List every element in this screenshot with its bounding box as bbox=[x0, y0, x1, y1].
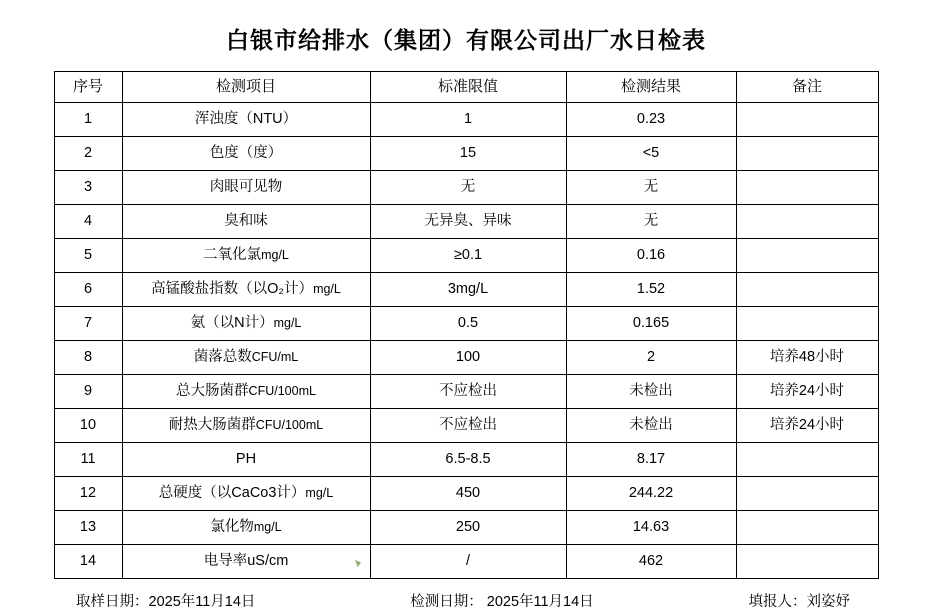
testing-date-label: 检测日期： bbox=[410, 594, 483, 610]
cell-limit: 3mg/L bbox=[370, 273, 566, 307]
cell-item bbox=[122, 307, 370, 341]
table-row bbox=[54, 409, 878, 443]
cell-item bbox=[122, 137, 370, 171]
cell-note bbox=[736, 477, 878, 511]
cell-limit: 100 bbox=[370, 341, 566, 375]
cell-item bbox=[122, 477, 370, 511]
table-row bbox=[54, 205, 878, 239]
cell-note bbox=[736, 545, 878, 579]
cell-item bbox=[122, 103, 370, 137]
table-row bbox=[54, 443, 878, 477]
cell-limit: 250 bbox=[370, 511, 566, 545]
inspection-table bbox=[54, 71, 879, 579]
table-row bbox=[54, 307, 878, 341]
cell-result: 8.17 bbox=[566, 443, 736, 477]
cell-note bbox=[736, 171, 878, 205]
item-name: PH bbox=[235, 451, 257, 468]
cell-note bbox=[736, 443, 878, 477]
cell-no: 4 bbox=[54, 205, 122, 239]
table-row bbox=[54, 545, 878, 579]
column-header-item: 检测项目 bbox=[122, 72, 370, 103]
cell-no: 3 bbox=[54, 171, 122, 205]
cell-result: 14.63 bbox=[566, 511, 736, 545]
item-unit: mg/L bbox=[305, 486, 334, 501]
cell-no: 5 bbox=[54, 239, 122, 273]
table-row bbox=[54, 103, 878, 137]
cell-result: 0.23 bbox=[566, 103, 736, 137]
cell-note: 培养24小时 bbox=[736, 375, 878, 409]
reporter-group bbox=[749, 590, 851, 611]
cell-limit: / bbox=[370, 545, 566, 579]
column-header-result: 检测结果 bbox=[566, 72, 736, 103]
cell-item bbox=[122, 205, 370, 239]
cell-limit: 无异臭、异味 bbox=[370, 205, 566, 239]
sampling-date-group bbox=[76, 590, 255, 611]
item-unit: CFU/mL bbox=[251, 350, 299, 365]
cell-result: 0.165 bbox=[566, 307, 736, 341]
table-row bbox=[54, 137, 878, 171]
cell-limit: 不应检出 bbox=[370, 375, 566, 409]
cell-result: 0.16 bbox=[566, 239, 736, 273]
cell-limit: 1 bbox=[370, 103, 566, 137]
cell-no: 6 bbox=[54, 273, 122, 307]
cell-result: 2 bbox=[566, 341, 736, 375]
item-name: 耐热大肠菌群 bbox=[168, 417, 256, 434]
cell-result: <5 bbox=[566, 137, 736, 171]
testing-date-group bbox=[410, 590, 593, 611]
cell-no: 1 bbox=[54, 103, 122, 137]
item-name: 电导率uS/cm bbox=[203, 553, 289, 570]
table-row bbox=[54, 341, 878, 375]
cell-no: 7 bbox=[54, 307, 122, 341]
item-unit: mg/L bbox=[313, 282, 341, 297]
item-name: 高锰酸盐指数（以O₂计） bbox=[151, 281, 314, 298]
cell-note bbox=[736, 273, 878, 307]
table-row bbox=[54, 171, 878, 205]
reporter-name: 刘姿妤 bbox=[806, 594, 850, 610]
cell-limit: 不应检出 bbox=[370, 409, 566, 443]
cell-item bbox=[122, 341, 370, 375]
cell-result: 未检出 bbox=[566, 375, 736, 409]
cell-no: 11 bbox=[54, 443, 122, 477]
cell-item bbox=[122, 443, 370, 477]
item-unit: mg/L bbox=[253, 520, 282, 535]
page-title: 白银市给排水（集团）有限公司出厂水日检表 bbox=[226, 27, 706, 53]
cell-note bbox=[736, 511, 878, 545]
cell-limit: 15 bbox=[370, 137, 566, 171]
cell-item bbox=[122, 375, 370, 409]
cell-note: 培养24小时 bbox=[736, 409, 878, 443]
item-name: 总大肠菌群 bbox=[176, 383, 249, 400]
item-name: 菌落总数 bbox=[193, 349, 252, 366]
item-name: 臭和味 bbox=[224, 213, 268, 230]
reporter-label: 填报人： bbox=[748, 594, 807, 610]
cell-note bbox=[736, 103, 878, 137]
cell-result: 无 bbox=[566, 205, 736, 239]
column-header-no: 序号 bbox=[54, 72, 122, 103]
cell-note bbox=[736, 205, 878, 239]
column-header-limit: 标准限值 bbox=[370, 72, 566, 103]
table-row bbox=[54, 239, 878, 273]
item-name: 总硬度（以CaCo3计） bbox=[158, 485, 306, 502]
item-name: 氨（以N计） bbox=[190, 315, 274, 332]
item-name: 肉眼可见物 bbox=[209, 179, 283, 196]
cell-result: 未检出 bbox=[566, 409, 736, 443]
cell-no: 13 bbox=[54, 511, 122, 545]
cell-no: 14 bbox=[54, 545, 122, 579]
cell-item bbox=[122, 171, 370, 205]
cell-result: 462 bbox=[566, 545, 736, 579]
cell-note bbox=[736, 137, 878, 171]
sampling-date-value: 2025年11月14日 bbox=[148, 594, 256, 610]
sampling-date-label: 取样日期： bbox=[76, 594, 149, 610]
item-name: 浑浊度（NTU） bbox=[194, 111, 298, 128]
footer bbox=[54, 579, 878, 611]
cell-item bbox=[122, 239, 370, 273]
table-row bbox=[54, 511, 878, 545]
cell-no: 12 bbox=[54, 477, 122, 511]
cell-result: 244.22 bbox=[566, 477, 736, 511]
cell-limit: 无 bbox=[370, 171, 566, 205]
cell-no: 9 bbox=[54, 375, 122, 409]
item-unit: CFU/100mL bbox=[248, 384, 316, 399]
cell-note: 培养48小时 bbox=[736, 341, 878, 375]
column-header-note: 备注 bbox=[736, 72, 878, 103]
testing-date-value: 2025年11月14日 bbox=[486, 594, 594, 610]
cell-result: 1.52 bbox=[566, 273, 736, 307]
table-header-row bbox=[54, 72, 878, 103]
cell-item bbox=[122, 511, 370, 545]
table-row bbox=[54, 273, 878, 307]
table-row bbox=[54, 477, 878, 511]
cell-no: 10 bbox=[54, 409, 122, 443]
item-unit: mg/L bbox=[261, 248, 289, 263]
table-row bbox=[54, 375, 878, 409]
cell-no: 8 bbox=[54, 341, 122, 375]
cell-item bbox=[122, 409, 370, 443]
cell-item bbox=[122, 273, 370, 307]
item-unit: CFU/100mL bbox=[255, 418, 324, 433]
cell-note bbox=[736, 307, 878, 341]
cell-limit: 450 bbox=[370, 477, 566, 511]
item-unit: mg/L bbox=[273, 316, 302, 331]
cell-limit: 6.5-8.5 bbox=[370, 443, 566, 477]
item-name: 氯化物 bbox=[210, 519, 254, 536]
cell-item bbox=[122, 545, 370, 579]
cell-no: 2 bbox=[54, 137, 122, 171]
item-name: 色度（度） bbox=[209, 145, 283, 162]
cell-limit: 0.5 bbox=[370, 307, 566, 341]
item-name: 二氧化氯 bbox=[203, 247, 262, 264]
cell-note bbox=[736, 239, 878, 273]
cell-result: 无 bbox=[566, 171, 736, 205]
cell-limit: ≥0.1 bbox=[370, 239, 566, 273]
